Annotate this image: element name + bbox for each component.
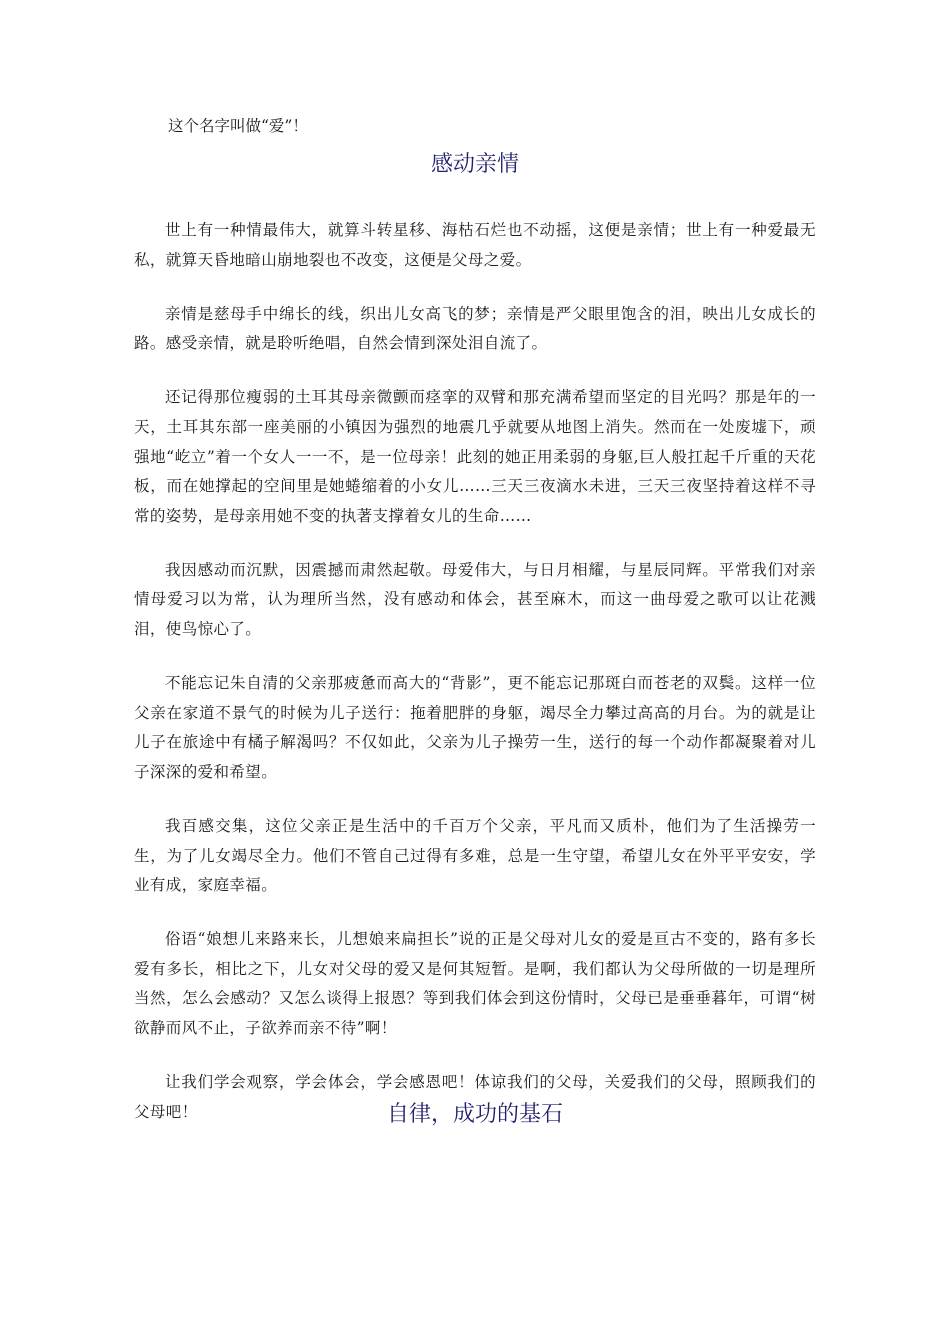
paragraph: 亲情是慈母手中绵长的线，织出儿女高飞的梦；亲情是严父眼里饱含的泪，映出儿女成长的路。感受亲情，就是聆听绝唱，自然会情到深处泪自流了。	[134, 304, 816, 353]
paragraph: 俗语“娘想儿来路来长，儿想娘来扁担长”说的正是父母对儿女的爱是亘古不变的，路有多长爱有多长，相比之下，儿女对父母的爱又是何其短暂。是啊，我们都认为父母所做的一切是理所当然，怎么会感动？又怎么谈得上报恩？等到我们体会到这份情时，父母已是垂垂暮年，可谓“树欲静而风不止，子欲养而亲不待”啊！	[134, 930, 816, 1038]
paragraph: 不能忘记朱自清的父亲那疲惫而高大的“背影”，更不能忘记那斑白而苍老的双鬓。这样一位父亲在家道不景气的时候为儿子送行：拖着肥胖的身躯，竭尽全力攀过高高的月台。为的就是让儿子在旅途中有橘子解渴吗？不仅如此，父亲为儿子操劳一生，送行的每一个动作都凝聚着对儿子深深的爱和希望。	[134, 674, 816, 781]
paragraph: 让我们学会观察，学会体会，学会感恩吧！体谅我们的父母，关爱我们的父母，照顾我们的父母吧！	[134, 1073, 816, 1121]
paragraph: 我因感动而沉默，因震撼而肃然起敬。母爱伟大，与日月相耀，与星辰同辉。平常我们对亲情母爱习以为常，认为理所当然，没有感动和体会，甚至麻木，而这一曲母爱之歌可以让花溅泪，使鸟惊心了。	[134, 560, 816, 639]
next-section-title: 自律，成功的基石	[386, 1102, 563, 1127]
section-title: 感动亲情	[430, 152, 519, 177]
lead-line: 这个名字叫做“爱”！	[168, 117, 308, 135]
paragraph: 我百感交集，这位父亲正是生活中的千百万个父亲，平凡而又质朴，他们为了生活操劳一生，为了儿女竭尽全力。他们不管自己过得有多难，总是一生守望，希望儿女在外平平安安，学业有成，家庭幸福。	[134, 817, 816, 895]
paragraph: 世上有一种情最伟大，就算斗转星移、海枯石烂也不动摇，这便是亲情；世上有一种爱最无私，就算天昏地暗山崩地裂也不改变，这便是父母之爱。	[134, 221, 816, 269]
paragraph: 还记得那位瘦弱的土耳其母亲微颤而痉挛的双臂和那充满希望而坚定的目光吗？那是年的一天，土耳其东部一座美丽的小镇因为强烈的地震几乎就要从地图上消失。然而在一处废墟下，顽强地“屹立”着一个女人一一不，是一位母亲！此刻的她正用柔弱的身躯,巨人般扛起千斤重的天花板，而在她撑起的空间里是她蜷缩着的小女儿……三天三夜滴水未进，三天三夜坚持着这样不寻常的姿势，是母亲用她不变的执著支撑着女儿的生命……	[134, 388, 816, 525]
body-text	[134, 216, 816, 1152]
